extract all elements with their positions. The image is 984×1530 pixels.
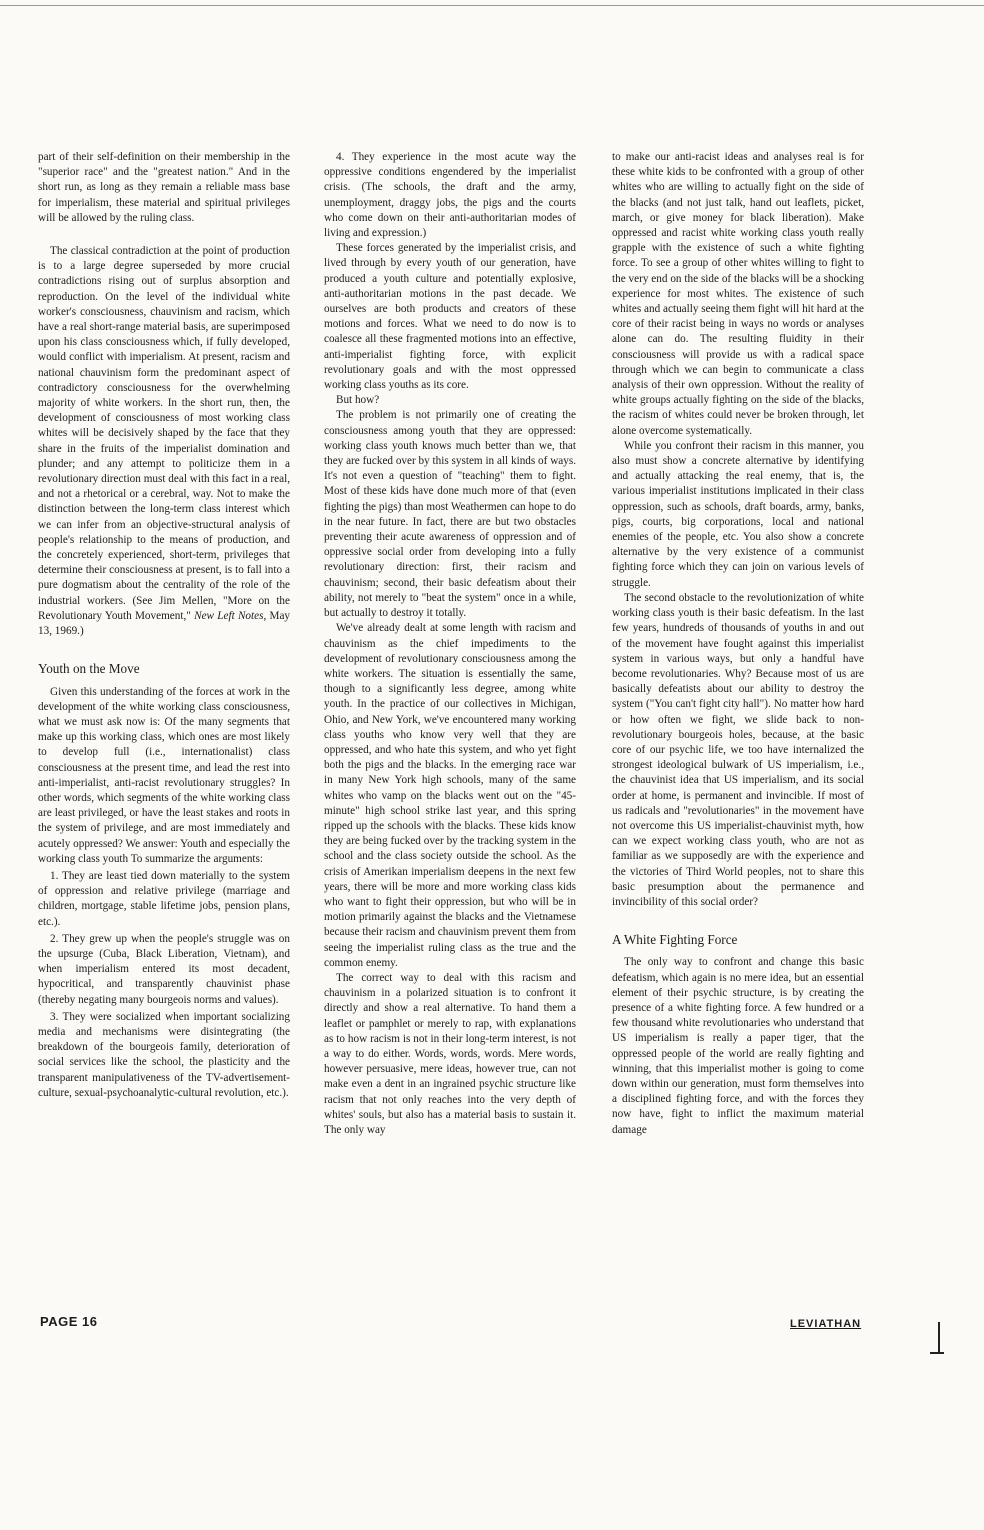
list-item: 2. They grew up when the people's struggle was on the upsurge (Cuba, Black Liberation, Vietnam), and when imperialism entered its most decadent, hypocritical, and transparently chauvinist phase (thereby negating many bourgeois norms and values). bbox=[38, 932, 290, 1006]
publication-name: LEVIATHAN bbox=[790, 1318, 862, 1330]
paragraph: The only way to confront and change this basic defeatism, which again is no mere idea, but an essential element of their psychic structure, is by creating the presence of a white fighting force. A few hundred or a few thousand white revolutionaries who understand that US imperialism is really a paper tiger, that the oppressed people of the world are really fighting and winning, that this imperialist mother is going to come down within our generation, must form themselves into a disciplined fighting force, and with the forces they now have, fight to inflict the maximum material damage bbox=[612, 956, 864, 1136]
paragraph: The problem is not primarily one of creating the consciousness among youth that they are oppressed: working class youth knows much better than we, that they are fucked over by this system in all kinds of ways. It's not even a question of "teaching" them to fight. Most of these kids have done much more of that (even fighting the pigs) than most Weathermen can hope to do in the near future. In fact, there are but two obstacles preventing their acute awareness of oppression and of oppressive social order from developing into a fully revolutionary direction: first, their racism and chauvinism; second, their basic defeatism about their ability, not merely to "beat the system" once in a while, but actually to destroy it totally. bbox=[324, 409, 576, 620]
paragraph-text: The classical contradiction at the point of production is to a large degree superseded by more crucial contradictions rising out of surplus absorption and reproduction. On the level of the individual white worker's consciousness, chauvinism and racism, which have a real short-range material basis, are superimposed upon his class consciousness which, if fully developed, would conflict with imperialism. At present, racism and national chauvinism form the predominant aspect of contradictory consciousness for the overwhelming majority of white workers. In the short run, then, the development of consciousness of most working class whites will be decisively shaped by the face that they share in the fruits of the imperialist domination and plunder; and any attempt to politicize them in a revolutionary direction must deal with this fact in a real, and not a rhetorical or a cerebral, way. Not to make the distinction between the long-term class interest which we can infer from an objective-structural analysis of people's relationship to the means of production, and the concretely experienced, short-term, privileges that determine their consciousness at present, is to fall into a pure dogmatism about the centrality of the role of the industrial workers. (See Jim Mellen, "More on the Revolutionary Youth Movement," bbox=[38, 245, 290, 622]
paragraph: The second obstacle to the revolutionization of white working class youth is their basic defeatism. In the last few years, hundreds of thousands of youths in and out of the movement have fought against this imperialist system in various ways, but only a handful have become revolutionaries. Why? Because most of us are basically defeatists about our ability to destroy the system ("You can't fight city hall"). No matter how hard or how often we fight, we slide back to non-revolutionary bourgeois holes, because, at the basic core of our psychic life, we too have internalized the strongest ideological bulwark of US imperialism, i.e., the chauvinist idea that US imperialism, and its social order at home, is permanent and invincible. If most of us radicals and "revolutionaries" in the movement have not overcome this US imperialist-chauvinist myth, how can we expect working class youth, who are not as familiar as we supposedly are with the experience and the victories of Third World peoples, not to share this basic presumption about the permanence and invincibility of this social order? bbox=[612, 591, 864, 908]
paragraph: These forces generated by the imperialist crisis, and lived through by every youth of our generation, have produced a youth culture and potentially explosive, anti-authoritarian motions in the past decade. We ourselves are both products and creators of these motions and forces. What we need to do now is to coalesce all these fragmented motions into an effective, anti-imperialist fighting force, with explicit revolutionary goals and with the most oppressed working class youths as its core. bbox=[324, 242, 576, 392]
top-rule bbox=[0, 5, 984, 6]
paragraph: But how? bbox=[336, 394, 380, 407]
list-item: 3. They were socialized when important socializing media and mechanisms were disintegrating (the breakdown of the bourgeois family, deterioration of social services like the school, the plasticity and the transparent manipulativeness of the TV-advertisement-culture, sexual-psychoanalytic-cultural revolution, etc.). bbox=[38, 1010, 290, 1099]
paragraph: to make our anti-racist ideas and analyses real is for these white kids to be confronted with a group of other whites who are willing to actually fight on the side of the blacks (and not just talk, hand out leaflets, picket, march, or give money for black liberation). Make oppressed and racist white working class youth really grapple with the existence of such a white fighting force. To see a group of other whites willing to fight to the very end on the side of the blacks will be a shocking experience for most whites. The existence of such whites and actually seeing them fight will hit hard at the core of their racist being in ways no words or analyses alone can do. The resulting fluidity in their consciousness will provide us with a radical space through which we can begin to communicate a class analysis of their own oppression. Without the reality of white groups actually fighting on the side of the blacks, the racism of whites could never be broken through, let alone overcome systematically. bbox=[612, 151, 864, 437]
list-item: 1. They are least tied down materially to the system of oppression and relative privilege (marriage and children, mortgage, stable lifetime jobs, pension plans, etc.). bbox=[38, 869, 290, 928]
margin-mark bbox=[930, 1352, 944, 1354]
paragraph: We've already dealt at some length with racism and chauvinism as the chief impediments to the development of revolutionary consciousness among the white workers. The situation is essentially the same, though to a significantly less degree, among white youth. In the practice of our collectives in Michigan, Ohio, and New York, we've encountered many working class youths who know very well that they are oppressed, and who hate this system, and who yet fight both the pigs and the blacks. In the emerging race war in many New York high schools, many of the same whites who vamp on the blacks went out on the "45-minute" high school strike last year, and this spring ripped up the schools with the blacks. These kids know they are being fucked over by the tracking system in the school and the class society outside the school. As the crisis of Amerikan imperialism deepens in the next few years, there will be more and more working class kids who want to fight their oppression, but who will be in motion primarily against the blacks and the Vietnamese because their racism and chauvinism prevent them from seeing the imperialist ruling class as the true and the common enemy. bbox=[324, 622, 576, 969]
section-heading: A White Fighting Force bbox=[612, 932, 738, 948]
citation-end: , May 13, 1969.) bbox=[38, 609, 291, 638]
column-2 bbox=[324, 150, 576, 1138]
citation-title: New Left Notes bbox=[194, 609, 264, 622]
paragraph: The correct way to deal with this racism and chauvinism in a polarized situation is to confront it directly and show a real alternative. To hand them a leaflet or pamphlet or merely to rap, with explanations as to how racism is not in their long-term interest, is not a way to do either. Words, words, words. Mere words, however persuasive, mere ideas, however true, can not make even a dent in an ingrained psychic structure like racism that not only reaches into the very depth of whites' souls, but also has a material basis to sustain it. The only way bbox=[324, 971, 576, 1136]
paragraph bbox=[38, 244, 290, 639]
list-item: 4. They experience in the most acute way the oppressive conditions engendered by the imperialist crisis. (The schools, the draft and the army, unemployment, draggy jobs, the pigs and the courts who come down on their anti-authoritarian modes of living and expression.) bbox=[324, 151, 576, 240]
page-number: PAGE 16 bbox=[40, 1314, 98, 1329]
paragraph: While you confront their racism in this manner, you also must show a concrete alternative by identifying and actually attacking the real enemy, that is, the various imperialist institutions implicated in their class oppression, such as schools, draft boards, army, banks, pigs, courts, big corporations, local and national enemies of the people, etc. You also show a concrete alternative by the very existence of a communist fighting force which they can join on various levels of struggle. bbox=[612, 439, 864, 589]
paragraph: part of their self-definition on their membership in the "superior race" and the "greatest nation." And in the short run, as long as they remain a reliable mass base for imperialism, these material and spiritual privileges will be allowed by the ruling class. bbox=[38, 151, 290, 224]
paragraph: Given this understanding of the forces at work in the development of the white working class consciousness, what we must ask now is: Of the many segments that make up this working class, which ones are most likely to develop full (i.e., internationalist) class consciousness at the present time, and lead the rest into anti-imperialist, anti-racist revolutionary struggles? In other words, which segments of the white working class are least privileged, or have the least stakes and roots in the system of privilege, and are most immediately and acutely oppressed? We answer: Youth and especially the working class youth To summarize the arguments: bbox=[38, 685, 290, 865]
margin-mark bbox=[938, 1322, 940, 1354]
column-3 bbox=[612, 150, 864, 1138]
section-heading: Youth on the Move bbox=[38, 661, 140, 677]
column-1 bbox=[38, 150, 290, 1101]
